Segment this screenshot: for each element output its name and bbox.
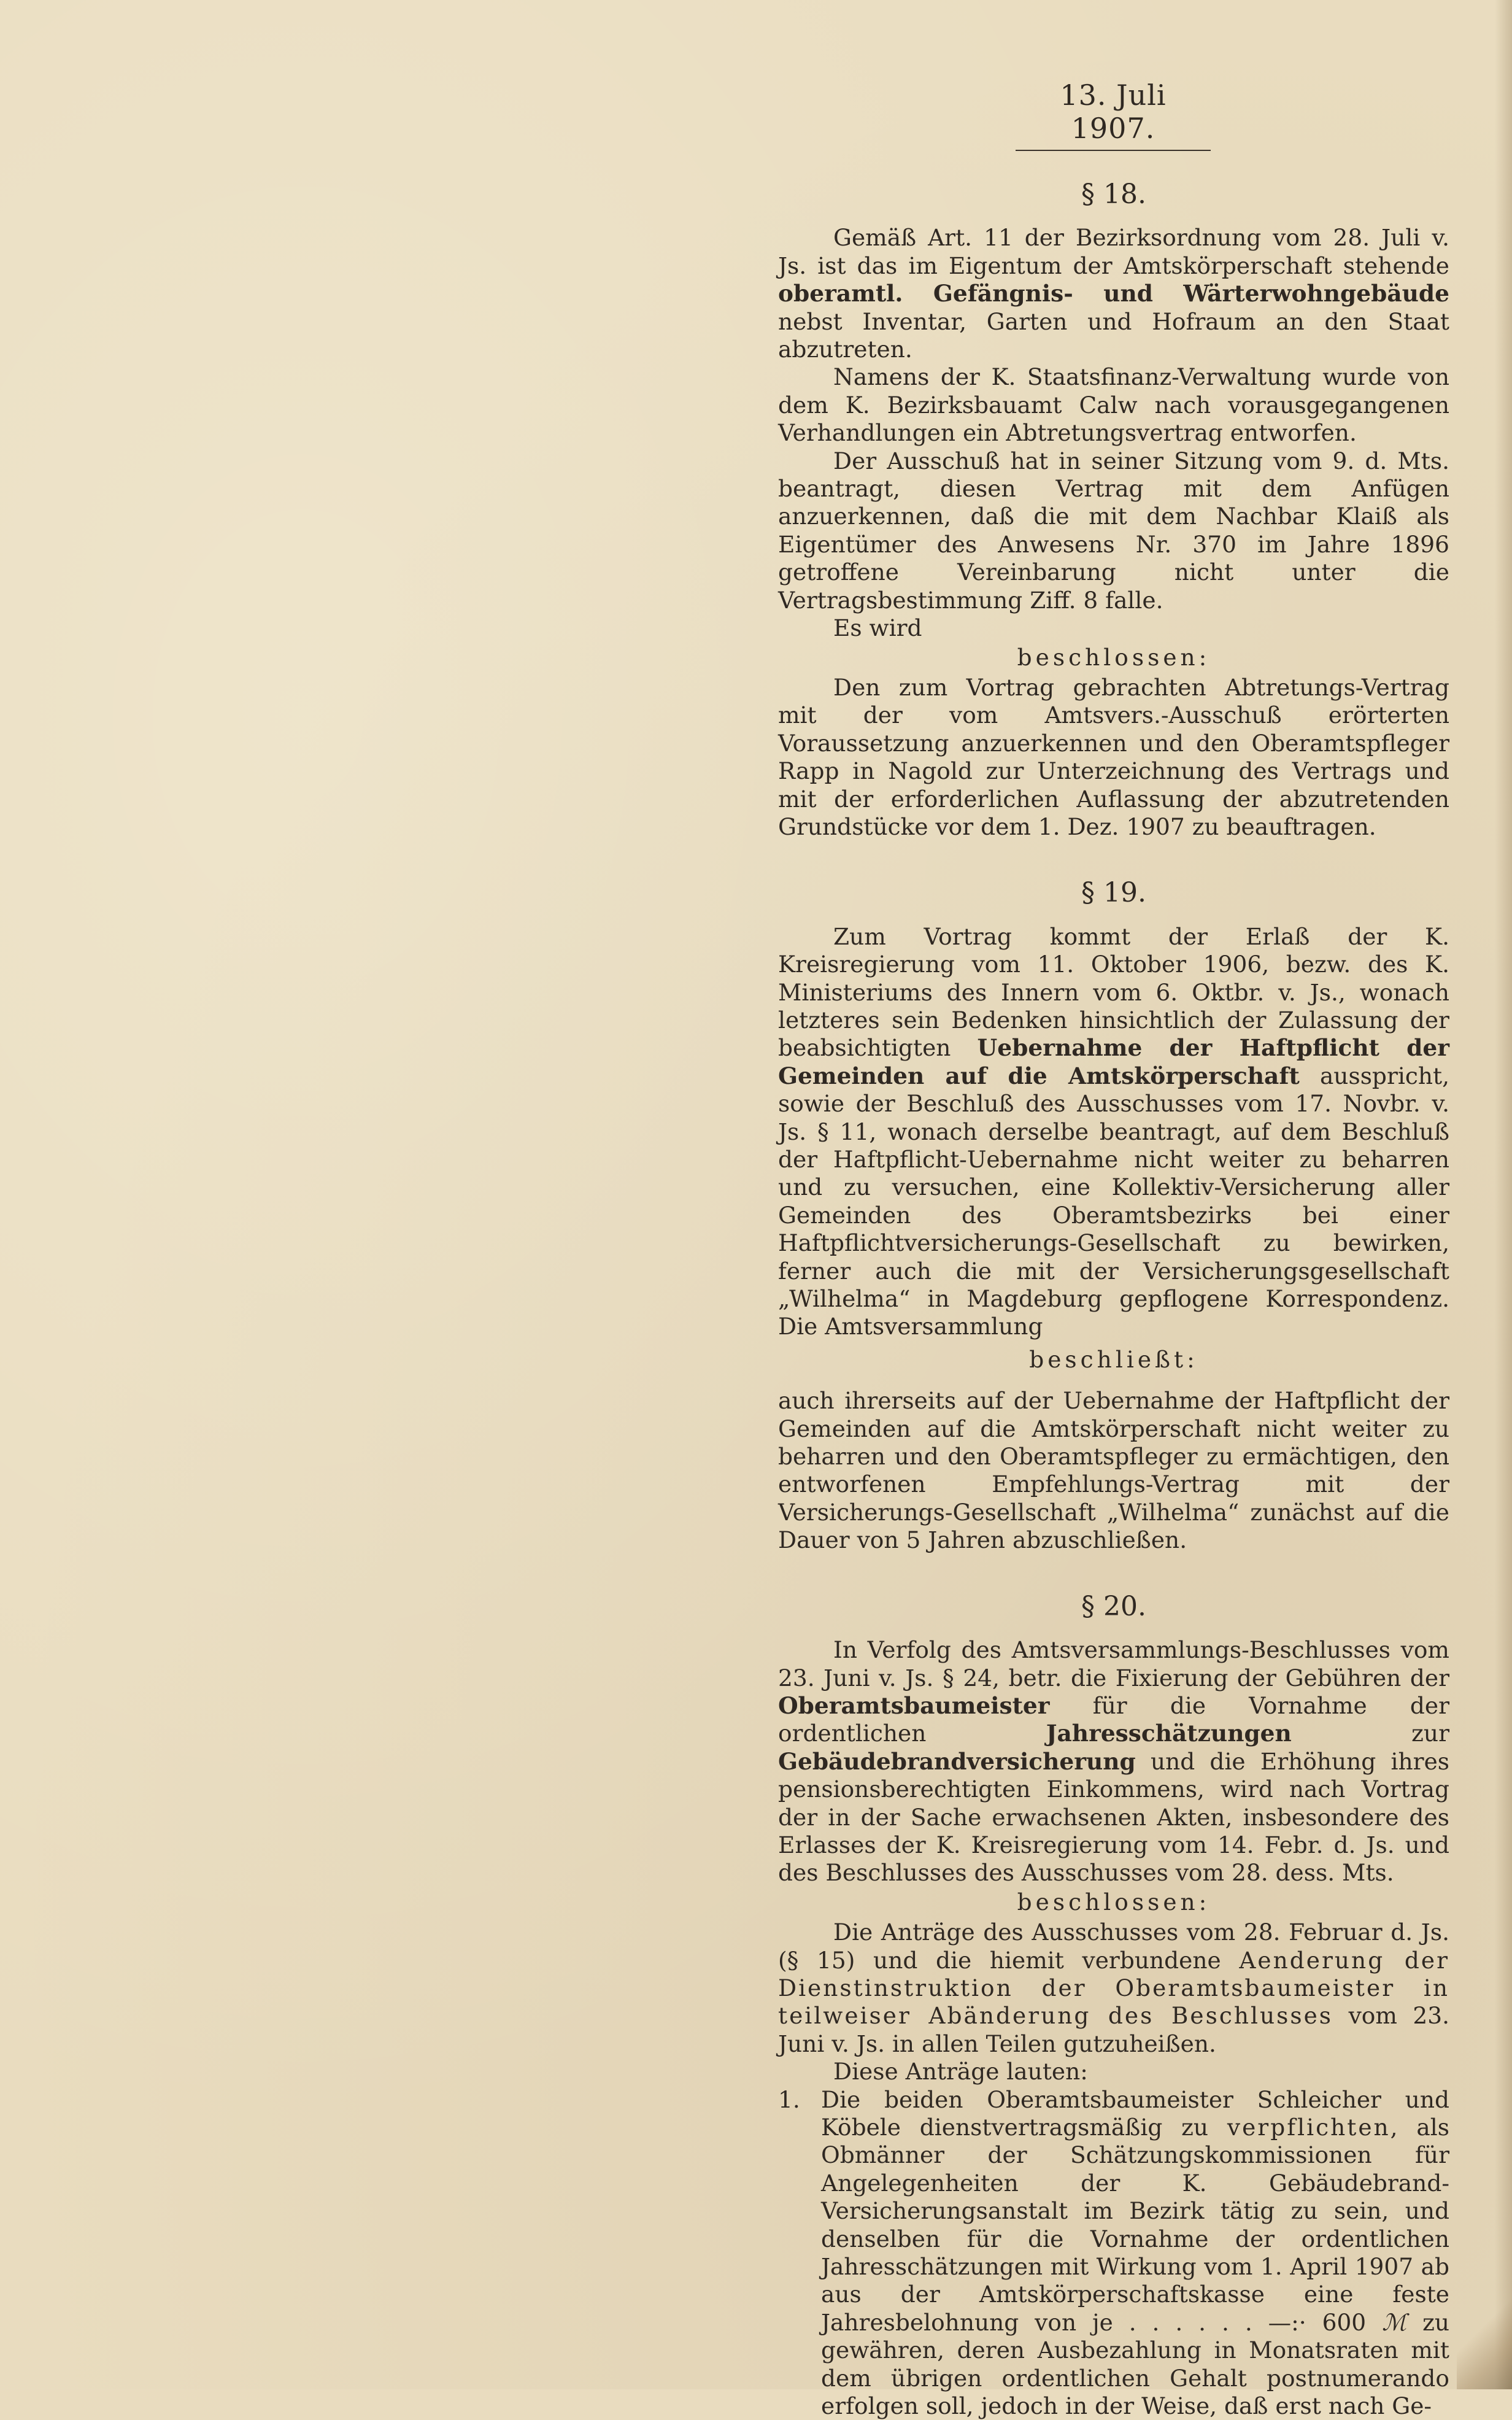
document-body [778, 172, 1449, 2420]
section-19-paragraph-2: auch ihrerseits auf der Uebernahme der Haftpflicht der Gemeinden auf die Amtskörperschaft nicht weiter zu beharren und den Oberamtspfleger zu ermächtigen, den entworfenen Empfehlungs-Vertrag mit der Versicherungs-Gesellschaft „Wilhelma“ zunächst auf die Dauer von 5 Jahren abzuschließen. [778, 1387, 1449, 1554]
list-item-1-text-b: , als Obmänner der Schätzungskommissionen für Angelegenheiten der K. Gebäudebrand-Versicherungsanstalt im Bezirk tätig zu sein, und denselben für die Vornahme der ordentlichen Jahresschätzungen mit Wirkung vom 1. April 1907 ab aus der Amtskörperschaftskasse eine feste Jahresbelohnung von je . . . . . . —:· 600 [821, 2114, 1450, 2336]
section-19-p1-bold: Uebernahme der Haftpflicht der Gemeinden auf die Amtskörperschaft [778, 1034, 1450, 1089]
section-20-p1-text-a: In Verfolg des Amtsversammlungs-Beschlusses vom 23. Juni v. Js. § 24, betr. die Fixierung der Gebühren der [778, 1636, 1449, 1691]
section-20-p2-text-a: Die Anträge des Ausschusses vom 28. Februar d. Js. (§ 15) und die hiemit verbundene [778, 1919, 1449, 1974]
section-20-p1-bold-3: Gebäudebrandversicherung [778, 1747, 1136, 1775]
page-header-date: 13. Juli 1907. [1016, 79, 1211, 151]
section-20-p2-text-b: vom 23. Juni v. Js. in allen Teilen gutzuheißen. [778, 2002, 1450, 2057]
section-20-p2-spaced: Aenderung der Dienstinstruktion der Oberamtsbaumeister in teilweiser Abänderung des Beschlusses [778, 1946, 1449, 2030]
list-item-body [821, 2086, 1449, 2420]
section-20-paragraph-3: Diese Anträge lauten: [833, 2058, 1088, 2086]
section-18-paragraph-1 [778, 224, 1449, 363]
section-20-list-item-1 [778, 2086, 1449, 2420]
page-corner-curl [1457, 2291, 1512, 2389]
section-20-resolution-label: beschlossen: [1017, 1888, 1211, 1916]
section-20-paragraph-2 [778, 1919, 1449, 2058]
section-18-paragraph-4: Es wird [833, 614, 922, 642]
section-18-p1-text: Gemäß Art. 11 der Bezirksordnung vom 28. Juli v. Js. ist das im Eigentum der Amtskörperschaft stehende [778, 224, 1449, 279]
list-item-1-text-a: Die beiden Oberamtsbaumeister Schleicher und Köbele dienstvertragsmäßig zu [821, 2086, 1449, 2141]
section-18-p1-tail: nebst Inventar, Garten und Hofraum an den Staat abzutreten. [778, 307, 1449, 363]
section-heading-20: § 20. [1081, 1590, 1146, 1622]
list-item-1-spaced: verpflichten [1227, 2114, 1390, 2141]
section-heading-19: § 19. [1081, 877, 1146, 909]
list-item-number: 1. [778, 2086, 800, 2113]
page-fold-shadow [1495, 0, 1512, 2389]
section-18-paragraph-3: Der Ausschuß hat in seiner Sitzung vom 9. d. Mts. beantragt, diesen Vertrag mit dem Anfügen anzuerkennen, daß die mit dem Nachbar Klaiß als Eigentümer des Anwesens Nr. 370 im Jahre 1896 getroffene Vereinbarung nicht unter die Vertragsbestimmung Ziff. 8 falle. [778, 447, 1449, 614]
section-20-p1-text-b: für die Vornahme der ordentlichen [778, 1691, 1450, 1747]
section-18-resolution-label: beschlossen: [1017, 643, 1211, 671]
section-20-p1-text-c: zur [1411, 1720, 1449, 1747]
section-19-paragraph-1 [778, 923, 1449, 1341]
section-20-paragraph-1 [778, 1636, 1449, 1887]
currency-mark: ℳ [1382, 2308, 1407, 2336]
section-19-p1-text-a: Zum Vortrag kommt der Erlaß der K. Kreisregierung vom 11. Oktober 1906, bezw. des K. Ministeriums des Innern vom 6. Oktbr. v. Js., wonach letzteres sein Bedenken hinsichtlich der Zulassung der beabsichtigten [778, 922, 1449, 1062]
list-item-1-text-c: zu gewähren, deren Ausbezahlung in Monatsraten mit dem übrigen ordentlichen Gehalt postnumerando erfolgen soll, jedoch in der Weise, daß erst nach Ge- [821, 2308, 1450, 2420]
section-18-p1-bold: oberamtl. Gefängnis- und Wärterwohngebäude [778, 280, 1449, 307]
section-19-resolution-label: beschließt: [1029, 1345, 1198, 1373]
section-19-p1-text-b: ausspricht, sowie der Beschluß des Ausschusses vom 17. Novbr. v. Js. § 11, wonach derselbe beantragt, auf dem Beschluß der Haftpflicht-Uebernahme nicht weiter zu beharren und zu versuchen, eine Kollektiv-Versicherung aller Gemeinden des Oberamtsbezirks bei einer Haftpflichtversicherungs-Gesellschaft zu bewirken, ferner auch die mit der Versicherungsgesellschaft „Wilhelma“ in Magdeburg gepflogene Korrespondenz. Die Amtsversammlung [778, 1062, 1450, 1340]
section-18-paragraph-5: Den zum Vortrag gebrachten Abtretungs-Vertrag mit der vom Amtsvers.-Ausschuß erörterten Voraussetzung anzuerkennen und den Oberamtspfleger Rapp in Nagold zur Unterzeichnung des Vertrags und mit der erforderlichen Auflassung der abzutretenden Grundstücke vor dem 1. Dez. 1907 zu beauftragen. [778, 673, 1449, 840]
section-20-p1-bold-2: Jahresschätzungen [1046, 1720, 1292, 1747]
section-heading-18: § 18. [1081, 179, 1146, 210]
section-20-p1-bold-1: Oberamtsbaumeister [778, 1691, 1050, 1719]
section-20-p1-text-d: und die Erhöhung ihres pensionsberechtigten Einkommens, wird nach Vortrag der in der Sache erwachsenen Akten, insbesondere des Erlasses der K. Kreisregierung vom 14. Febr. d. Js. und des Beschlusses des Ausschusses vom 28. dess. Mts. [778, 1747, 1450, 1887]
section-18-paragraph-2: Namens der K. Staatsfinanz-Verwaltung wurde von dem K. Bezirksbauamt Calw nach vorausgegangenen Verhandlungen ein Abtretungsvertrag entworfen. [778, 363, 1449, 447]
